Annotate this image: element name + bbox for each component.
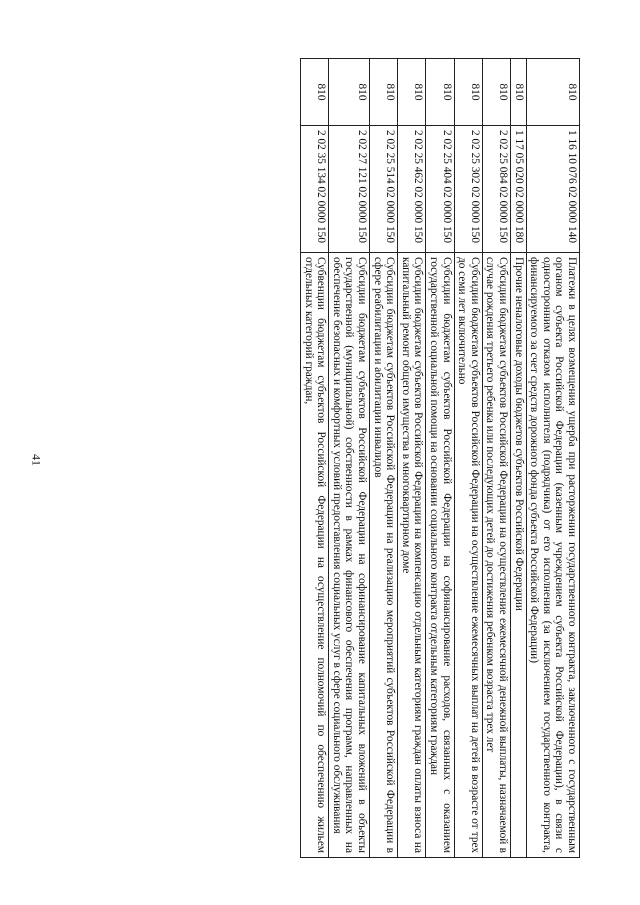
page-number: 41 xyxy=(29,454,44,466)
admin-code-cell: 810 xyxy=(482,59,510,126)
budget-code-cell: 2 02 25 514 02 0000 150 xyxy=(370,126,398,253)
table-row xyxy=(329,59,370,858)
admin-code-cell: 810 xyxy=(301,59,329,126)
admin-code-cell: 810 xyxy=(511,59,527,126)
description-cell: Субсидии бюджетам субъектов Российской Федерации на софинансирование расходов, связанных с оказанием государственной социальной помощи на основании социального контракта отдельным категориям граждан xyxy=(426,253,454,858)
description-cell: Субсидии бюджетам субъектов Российской Федерации на софинансирование капитальных вложений в объекты государственной (муниципальной) собственности в рамках финансового обеспечения программ, направленных на обеспечение безопасных и комфортных условий предоставления социальных услуг в сфере социального обслуживания xyxy=(329,253,370,858)
table-row xyxy=(370,59,398,858)
description-cell: Платежи в целях возмещения ущерба при расторжении государственного контракта, заключенного с государственным органом субъекта Российской Федерации (казенным учреждением субъекта Российской Федерации), в связи с односторонним отказом исполнителя (подрядчика) от его исполнения (за исключением государственного контракта, финансируемого за счет средств дорожного фонда субъекта Российской Федерации) xyxy=(526,253,579,858)
table-row xyxy=(482,59,510,858)
description-cell: Субвенции бюджетам субъектов Российской Федерации на осуществление полномочий по обеспечению жильем отдельных категорий граждан, xyxy=(301,253,329,858)
income-codes-table xyxy=(300,58,580,858)
budget-code-cell: 1 16 10 076 02 0000 140 xyxy=(526,126,579,253)
rotated-table-wrapper xyxy=(78,58,580,858)
table-row xyxy=(426,59,454,858)
description-cell: Субсидии бюджетам субъектов Российской Федерации на осуществление ежемесячной денежной выплаты, назначаемой в случае рождения третьего ребенка или последующих детей до достижения ребенком возраста трех лет xyxy=(482,253,510,858)
table-row xyxy=(526,59,579,858)
table-row xyxy=(511,59,527,858)
description-cell: Субсидии бюджетам субъектов Российской Федерации на компенсацию отдельным категориям граждан оплаты взноса на капитальный ремонт общего имущества в многоквартирном доме xyxy=(398,253,426,858)
description-cell: Субсидии бюджетам субъектов Российской Федерации на осуществление ежемесячных выплат на детей в возрасте от трех до семи лет включительно xyxy=(454,253,482,858)
budget-code-cell: 1 17 05 020 02 0000 180 xyxy=(511,126,527,253)
table-row xyxy=(301,59,329,858)
budget-code-cell: 2 02 35 134 02 0000 150 xyxy=(301,126,329,253)
admin-code-cell: 810 xyxy=(370,59,398,126)
budget-code-cell: 2 02 27 121 02 0000 150 xyxy=(329,126,370,253)
table-row xyxy=(454,59,482,858)
budget-code-cell: 2 02 25 404 02 0000 150 xyxy=(426,126,454,253)
budget-code-cell: 2 02 25 462 02 0000 150 xyxy=(398,126,426,253)
budget-code-cell: 2 02 25 084 02 0000 150 xyxy=(482,126,510,253)
admin-code-cell: 810 xyxy=(526,59,579,126)
budget-code-cell: 2 02 25 302 02 0000 150 xyxy=(454,126,482,253)
table-row xyxy=(398,59,426,858)
admin-code-cell: 810 xyxy=(454,59,482,126)
admin-code-cell: 810 xyxy=(426,59,454,126)
description-cell: Прочие неналоговые доходы бюджетов субъектов Российской Федерации xyxy=(511,253,527,858)
description-cell: Субсидии бюджетам субъектов Российской Федерации на реализацию мероприятий субъектов Российской Федерации в сфере реабилитации и абилитации инвалидов xyxy=(370,253,398,858)
admin-code-cell: 810 xyxy=(329,59,370,126)
admin-code-cell: 810 xyxy=(398,59,426,126)
